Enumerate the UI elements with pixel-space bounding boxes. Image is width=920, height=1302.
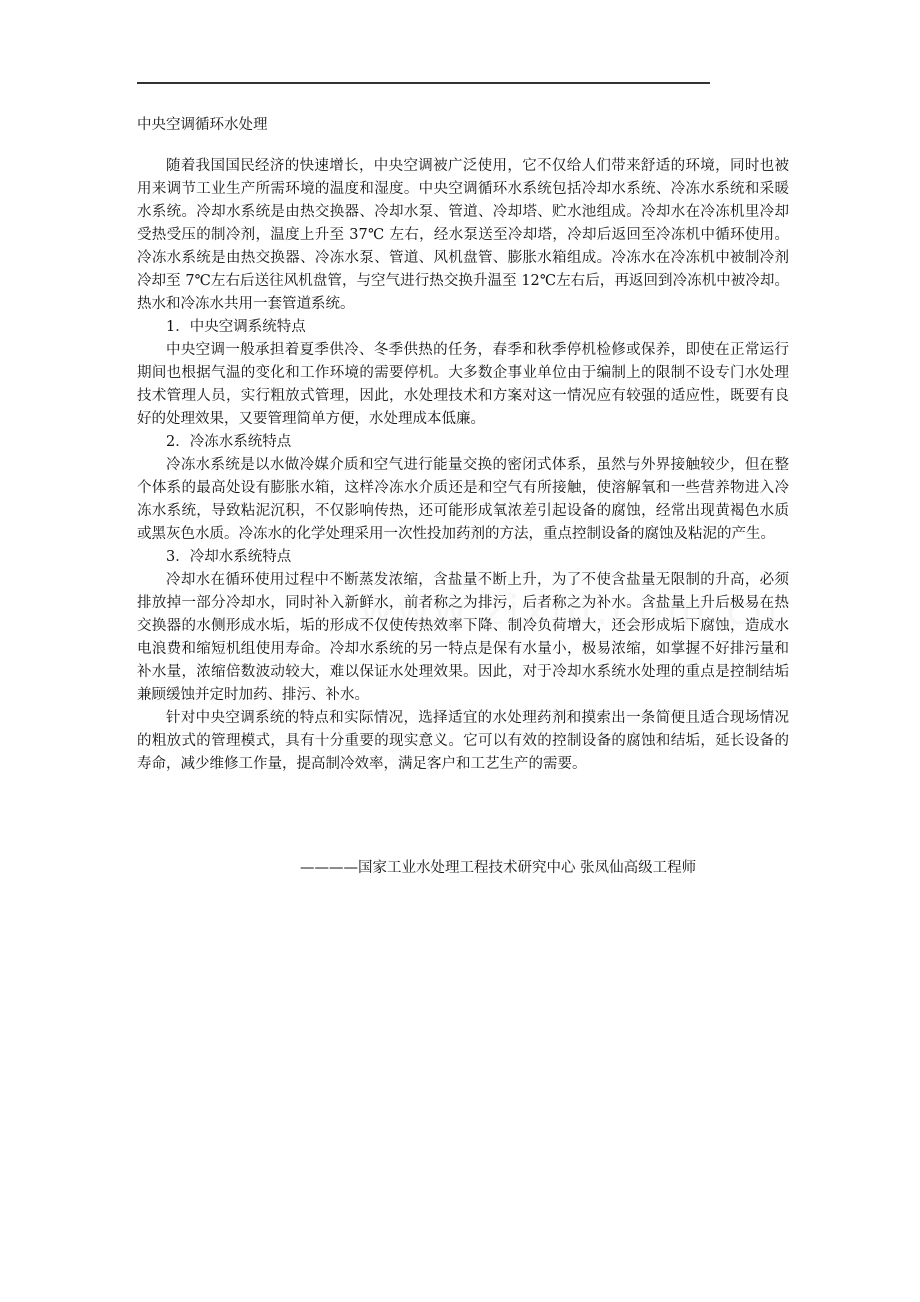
intro-paragraph: 随着我国国民经济的快速增长，中央空调被广泛使用，它不仅给人们带来舒适的环境，同时也被用来调节工业生产所需环境的温度和湿度。中央空调循环水系统包括冷却水系统、冷冻水系统和采暖水系统。冷却水系统是由热交换器、冷却水泵、管道、冷却塔、贮水池组成。冷却水在冷冻机里冷却受热受压的制冷剂，温度上升至 37℃ 左右，经水泵送至冷却塔，冷却后返回至冷冻机中循环使用。冷冻水系统是由热交换器、冷冻水泵、管道、风机盘管、膨胀水箱组成。冷冻水在冷冻机中被制冷剂冷却至 7℃左右后送往风机盘管，与空气进行热交换升温至 12℃左右后，再返回到冷冻机中被冷却。热水和冷冻水共用一套管道系统。 (137, 158, 789, 312)
conclusion-paragraph: 针对中央空调系统的特点和实际情况，选择适宜的水处理药剂和摸索出一条简便且适合现场情况的粗放式的管理模式，具有十分重要的现实意义。它可以有效的控制设备的腐蚀和结垢，延长设备的寿命，减少维修工作量，提高制冷效率，满足客户和工艺生产的需要。 (137, 710, 789, 772)
section-heading-2: 2．冷冻水系统特点 (166, 434, 292, 450)
section-body-2: 冷冻水系统是以水做冷媒介质和空气进行能量交换的密闭式体系，虽然与外界接触较少，但在整个体系的最高处设有膨胀水箱，这样冷冻水介质还是和空气有所接触，使溶解氧和一些营养物进入冷冻水系统，导致粘泥沉积，不仅影响传热，还可能形成氧浓差引起设备的腐蚀，经常出现黄褐色水质或黑灰色水质。冷冻水的化学处理采用一次性投加药剂的方法，重点控制设备的腐蚀及粘泥的产生。 (137, 457, 789, 542)
document-title: 中央空调循环水处理 (137, 117, 268, 133)
document-body (137, 155, 789, 776)
section-body-1: 中央空调一般承担着夏季供冷、冬季供热的任务，春季和秋季停机检修或保养，即使在正常运行期间也根据气温的变化和工作环境的需要停机。大多数企事业单位由于编制上的限制不设专门水处理技术管理人员，实行粗放式管理，因此，水处理技术和方案对这一情况应有较强的适应性，既要有良好的处理效果，又要管理简单方便，水处理成本低廉。 (137, 342, 789, 427)
section-body-3: 冷却水在循环使用过程中不断蒸发浓缩，含盐量不断上升，为了不使含盐量无限制的升高，必须排放掉一部分冷却水，同时补入新鲜水，前者称之为排污，后者称之为补水。含盐量上升后极易在热交换器的水侧形成水垢，垢的形成不仅使传热效率下降、制冷负荷增大，还会形成垢下腐蚀，造成水电浪费和缩短机组使用寿命。冷却水系统的另一特点是保有水量小，极易浓缩，如掌握不好排污量和补水量，浓缩倍数波动较大，难以保证水处理效果。因此，对于冷却水系统水处理的重点是控制结垢兼顾缓蚀并定时加药、排污、补水。 (137, 572, 789, 703)
author-signature: ————国家工业水处理工程技术研究中心 张凤仙高级工程师 (300, 860, 697, 876)
section-heading-3: 3．冷却水系统特点 (166, 549, 292, 565)
section-heading-1: 1．中央空调系统特点 (166, 319, 306, 335)
header-rule (137, 82, 710, 84)
